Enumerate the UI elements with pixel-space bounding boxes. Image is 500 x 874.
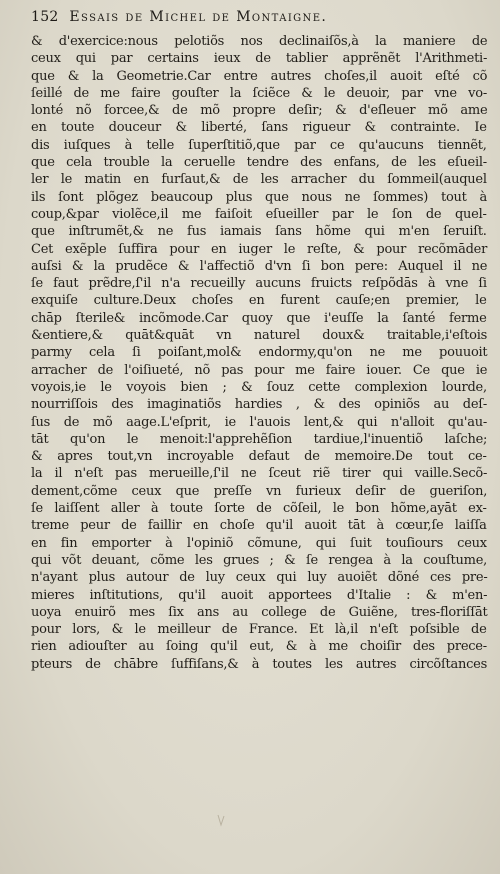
text-line: &entiere,& quāt&quāt vn naturel doux& traitable,i'eſtois (31, 328, 488, 344)
text-line: en fin emporter à l'opiniõ cõmune, qui ſuit touſiours ceux (31, 535, 487, 551)
text-line: & d'exercice:nous pelotiõs nos declinaiſõs,à la maniere de (31, 34, 488, 49)
body-text (31, 33, 487, 673)
text-line: en toute douceur & liberté, ſans rigueur & contrainte. Ie (31, 120, 487, 136)
text-line: que & la Geometrie.Car entre autres choſes,il auoit eſté cõ (31, 68, 488, 84)
text-line: coup,&par violẽce,il me faiſoit eſueiller par le ſon de quel- (31, 206, 487, 222)
text-line: pteurs de chābre ſuffiſans,& à toutes les autres circõſtances (31, 656, 488, 672)
text-line: la il n'eſt pas merueille,ſ'il ne ſceut riẽ tirer qui vaille.Secõ- (31, 466, 488, 482)
text-line: treme peur de faillir en choſe qu'il auoit tāt à cœur,ſe laiſſa (31, 518, 487, 534)
text-line: ſe laiſſent aller à toute ſorte de cõſeil, le bon hõme,ayāt ex- (31, 501, 487, 517)
running-header (31, 9, 486, 25)
text-line: ils ſont plõgez beaucoup plus que nous ne ſommes) tout à (31, 189, 488, 205)
text-line: que inſtrumẽt,& ne fus iamais ſans hõme qui m'en ſeruiſt. (31, 224, 487, 240)
text-line: qui võt deuant, cõme les grues ; & ſe rengea à la couſtume, (31, 552, 488, 568)
text-line: tāt qu'on le menoit:l'apprehẽſion tardiue,l'inuentiõ laſche; (31, 431, 488, 447)
text-line: lonté nõ forcee,& de mõ propre deſir; & d'eſleuer mõ ame (31, 103, 488, 119)
text-line: nourriſſois des imaginatiõs hardies , & des opiniõs au deſ- (31, 397, 488, 413)
page-number: 152 (31, 9, 59, 25)
text-line: auſsi & la prudẽce & l'affectiõ d'vn ſi bon pere: Auquel il ne (31, 258, 488, 274)
text-line: chāp ſterile& incõmode.Car quoy que i'euſſe la ſanté ferme (31, 310, 487, 326)
text-line: n'ayant plus autour de luy ceux qui luy auoiẽt dõné ces pre- (31, 570, 488, 586)
text-line: pour lors, & le meilleur de France. Et là,il n'eſt poſsible de (31, 622, 487, 638)
running-title: Essais de Michel de Montaigne. (69, 9, 328, 25)
text-line: Cet exẽple ſuffira pour en iuger le reſte, & pour recõmāder (31, 241, 488, 257)
text-line: dis iuſques à telle ſuperſtitiõ,que par ce qu'aucuns tiennẽt, (31, 137, 487, 153)
text-line: ſus de mõ aage.L'eſprit, ie l'auois lent,& qui n'alloit qu'au- (31, 414, 487, 430)
text-line: exquiſe culture.Deux choſes en furent cauſe;en premier, le (31, 293, 487, 309)
text-line: ſe faut prẽdre,ſ'il n'a recueilly aucuns fruicts reſpõdās à vne ſi (31, 276, 487, 292)
text-line: uoya enuirõ mes ſix ans au college de Guiẽne, tres-floriſſāt (31, 604, 488, 620)
text-line: ceux qui par certains ieux de tablier apprẽnẽt l'Arithmeti- (31, 51, 488, 67)
text-line: voyois,ie le voyois bien ; & ſouz cette complexion lourde, (31, 379, 487, 395)
text-line: arracher de l'oiſiueté, nõ pas pour me faire iouer. Ce que ie (31, 362, 488, 378)
text-line: ſeillé de me faire gouſter la ſciẽce & le deuoir, par vne vo- (31, 85, 487, 101)
page-smudge-mark (216, 813, 226, 827)
text-line: mieres inſtitutions, qu'il auoit apportees d'Italie : & m'en- (31, 587, 488, 603)
text-line: rien adiouſter au ſoing qu'il eut, & à me choiſir des prece- (31, 639, 487, 655)
text-line: dement,cõme ceux que preſſe vn furieux deſir de gueriſon, (31, 483, 488, 499)
text-line: que cela trouble la ceruelle tendre des enfans, de les eſueil- (31, 155, 487, 171)
text-line: & apres tout,vn incroyable defaut de memoire.De tout ce- (31, 449, 487, 465)
text-line: ler le matin en furſaut,& de les arracher du ſommeil(auquel (31, 172, 487, 188)
text-line: parmy cela ſi poiſant,mol& endormy,qu'on ne me pouuoit (31, 345, 488, 361)
